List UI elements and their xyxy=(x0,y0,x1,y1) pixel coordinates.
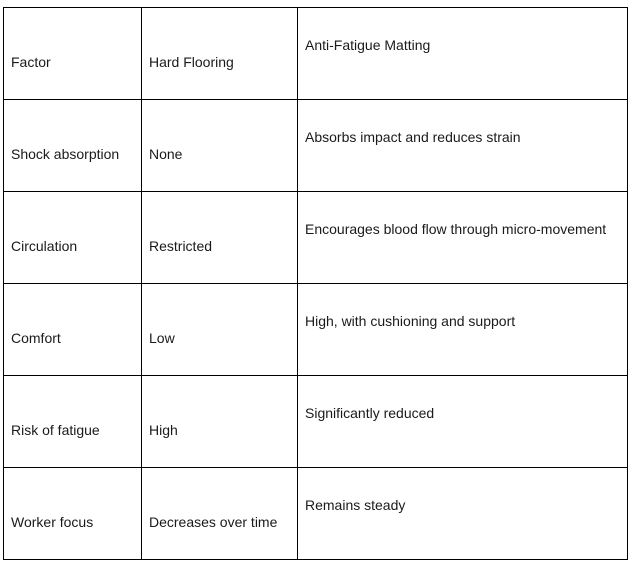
row-factor-cell: Shock absorption xyxy=(4,100,142,192)
row-matting-cell: Absorbs impact and reduces strain xyxy=(298,100,628,192)
table-row xyxy=(4,284,628,376)
table-header-row xyxy=(4,8,628,100)
comparison-table-container xyxy=(3,7,628,560)
row-factor-cell: Risk of fatigue xyxy=(4,376,142,468)
row-hard-flooring-cell: Low xyxy=(142,284,298,376)
row-factor-cell: Worker focus xyxy=(4,468,142,560)
row-matting-cell: Significantly reduced xyxy=(298,376,628,468)
header-anti-fatigue-matting: Anti-Fatigue Matting xyxy=(298,8,628,100)
comparison-table xyxy=(3,7,628,560)
header-factor: Factor xyxy=(4,8,142,100)
row-matting-cell: Remains steady xyxy=(298,468,628,560)
row-matting-cell: High, with cushioning and support xyxy=(298,284,628,376)
row-hard-flooring-cell: Restricted xyxy=(142,192,298,284)
row-factor-cell: Comfort xyxy=(4,284,142,376)
row-hard-flooring-cell: High xyxy=(142,376,298,468)
row-factor-cell: Circulation xyxy=(4,192,142,284)
table-row xyxy=(4,192,628,284)
header-hard-flooring: Hard Flooring xyxy=(142,8,298,100)
table-row xyxy=(4,376,628,468)
table-row xyxy=(4,468,628,560)
row-matting-cell: Encourages blood flow through micro-movement xyxy=(298,192,628,284)
row-hard-flooring-cell: None xyxy=(142,100,298,192)
table-row xyxy=(4,100,628,192)
row-hard-flooring-cell: Decreases over time xyxy=(142,468,298,560)
